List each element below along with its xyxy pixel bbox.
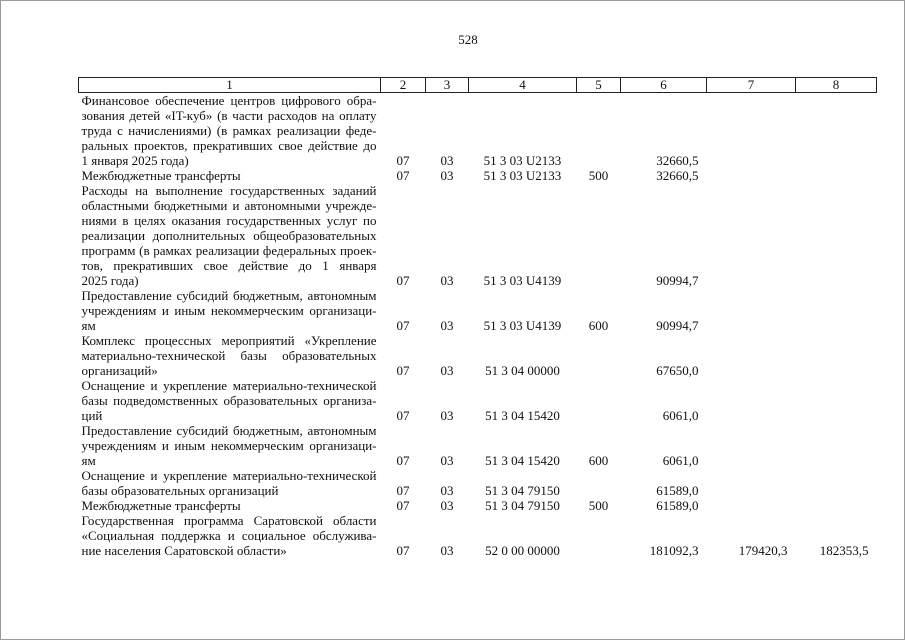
amount-2027 <box>796 378 877 423</box>
table-row <box>79 333 877 378</box>
target-article-code: 51 3 03 U4139 <box>483 318 562 333</box>
description-line: 2025 года) <box>81 273 139 288</box>
description-line: ям <box>81 453 96 468</box>
row-description <box>79 498 381 513</box>
section-code: 07 <box>396 363 410 378</box>
description-line: базы образовательных организаций <box>81 483 279 498</box>
amount-2027 <box>796 498 877 513</box>
expense-type-code: 500 <box>588 498 609 513</box>
expense-type-code: 600 <box>588 453 609 468</box>
description-line: зования детей «IT-куб» (в части расходов на оплату <box>81 108 377 123</box>
amount-2026 <box>707 378 796 423</box>
expense-type-code: 600 <box>588 318 609 333</box>
description-line: Комплекс процессных мероприятий «Укрепление <box>81 333 377 348</box>
section-code: 07 <box>396 168 410 183</box>
description-line: материально-технической базы образовательных <box>81 348 377 363</box>
header-col-6: 6 <box>621 78 707 93</box>
table-row <box>79 168 877 183</box>
description-line: Предоставление субсидий бюджетным, автономным <box>81 423 377 438</box>
table-row <box>79 183 877 288</box>
header-col-3: 3 <box>426 78 469 93</box>
expense-type-code <box>577 378 621 423</box>
description-line: ние населения Саратовской области» <box>81 543 287 558</box>
description-line: Межбюджетные трансферты <box>81 168 241 183</box>
header-col-8: 8 <box>796 78 877 93</box>
amount-2025: 32660,5 <box>656 168 699 183</box>
description-line: Расходы на выполнение государственных заданий <box>81 183 377 198</box>
section-code: 07 <box>396 483 410 498</box>
amount-2025: 90994,7 <box>656 318 699 333</box>
table-row <box>79 378 877 423</box>
section-code: 07 <box>396 408 410 423</box>
header-col-2: 2 <box>381 78 426 93</box>
amount-2026 <box>707 183 796 288</box>
header-col-5: 5 <box>577 78 621 93</box>
description-line: областными бюджетными и автономными учрежде- <box>81 198 377 213</box>
target-article-code: 51 3 04 15420 <box>485 408 560 423</box>
amount-2027 <box>796 93 877 169</box>
row-description <box>79 423 381 468</box>
description-line: Межбюджетные трансферты <box>81 498 241 513</box>
row-description <box>79 288 381 333</box>
section-code: 07 <box>396 273 410 288</box>
budget-table <box>78 77 877 558</box>
amount-2025: 181092,3 <box>649 543 699 558</box>
description-line: программ (в рамках реализации федеральных проек- <box>81 243 377 258</box>
section-code: 07 <box>396 318 410 333</box>
target-article-code: 51 3 04 79150 <box>485 498 560 513</box>
target-article-code: 51 3 03 U4139 <box>483 273 562 288</box>
table-row <box>79 288 877 333</box>
expense-type-code: 500 <box>588 168 609 183</box>
description-line: «Социальная поддержка и социальное обслужива- <box>81 528 377 543</box>
amount-2025: 6061,0 <box>662 408 699 423</box>
section-code: 07 <box>396 453 410 468</box>
description-line: ниями в целях оказания государственных услуг по <box>81 213 377 228</box>
target-article-code: 51 3 03 U2133 <box>483 153 562 168</box>
amount-2026 <box>707 168 796 183</box>
description-line: реализации дополнительных общеобразовательных <box>81 228 377 243</box>
description-line: 1 января 2025 года) <box>81 153 189 168</box>
amount-2027: 182353,5 <box>819 543 869 558</box>
target-article-code: 51 3 04 79150 <box>485 483 560 498</box>
description-line: Государственная программа Саратовской области <box>81 513 377 528</box>
section-code: 07 <box>396 153 410 168</box>
description-line: организаций» <box>81 363 158 378</box>
subsection-code: 03 <box>440 168 454 183</box>
section-code: 07 <box>396 543 410 558</box>
table-row <box>79 498 877 513</box>
expense-type-code <box>577 183 621 288</box>
expense-type-code <box>577 513 621 558</box>
subsection-code: 03 <box>440 408 454 423</box>
amount-2026 <box>707 468 796 498</box>
row-description <box>79 183 381 288</box>
target-article-code: 51 3 03 U2133 <box>483 168 562 183</box>
description-line: тов, прекративших свое действие до 1 января <box>81 258 377 273</box>
table-body <box>79 93 877 559</box>
row-description <box>79 93 381 169</box>
expense-type-code <box>577 93 621 169</box>
row-description <box>79 168 381 183</box>
subsection-code: 03 <box>440 453 454 468</box>
amount-2027 <box>796 468 877 498</box>
subsection-code: 03 <box>440 273 454 288</box>
amount-2026: 179420,3 <box>738 543 788 558</box>
subsection-code: 03 <box>440 153 454 168</box>
expense-type-code <box>577 333 621 378</box>
amount-2025: 61589,0 <box>656 498 699 513</box>
page-number: 528 <box>458 32 478 47</box>
subsection-code: 03 <box>440 543 454 558</box>
description-line: Предоставление субсидий бюджетным, автономным <box>81 288 377 303</box>
table-row <box>79 93 877 169</box>
amount-2027 <box>796 183 877 288</box>
header-col-4: 4 <box>469 78 577 93</box>
row-description <box>79 513 381 558</box>
table-row <box>79 468 877 498</box>
amount-2027 <box>796 168 877 183</box>
amount-2027 <box>796 333 877 378</box>
description-line: учреждениям и иным некоммерческим организаци- <box>81 438 377 453</box>
description-line: базы подведомственных образовательных организа- <box>81 393 377 408</box>
target-article-code: 52 0 00 00000 <box>485 543 560 558</box>
table-row <box>79 513 877 558</box>
description-line: ральных проектов, прекративших свое действие до <box>81 138 377 153</box>
target-article-code: 51 3 04 00000 <box>485 363 560 378</box>
description-line: Оснащение и укрепление материально-технической <box>81 468 377 483</box>
header-row <box>79 78 877 93</box>
subsection-code: 03 <box>440 498 454 513</box>
description-line: Оснащение и укрепление материально-технической <box>81 378 377 393</box>
amount-2027 <box>796 288 877 333</box>
subsection-code: 03 <box>440 318 454 333</box>
amount-2026 <box>707 423 796 468</box>
description-line: труда с начислениями) (в рамках реализации феде- <box>81 123 377 138</box>
amount-2025: 90994,7 <box>656 273 699 288</box>
description-line: Финансовое обеспечение центров цифрового обра- <box>81 93 377 108</box>
amount-2025: 32660,5 <box>656 153 699 168</box>
row-description <box>79 333 381 378</box>
row-description <box>79 468 381 498</box>
amount-2025: 61589,0 <box>656 483 699 498</box>
header-col-7: 7 <box>707 78 796 93</box>
amount-2025: 6061,0 <box>662 453 699 468</box>
description-line: учреждениям и иным некоммерческим организаци- <box>81 303 377 318</box>
section-code: 07 <box>396 498 410 513</box>
amount-2026 <box>707 93 796 169</box>
row-description <box>79 378 381 423</box>
subsection-code: 03 <box>440 483 454 498</box>
amount-2026 <box>707 498 796 513</box>
amount-2026 <box>707 288 796 333</box>
amount-2027 <box>796 423 877 468</box>
header-col-1: 1 <box>79 78 381 93</box>
expense-type-code <box>577 468 621 498</box>
description-line: ям <box>81 318 96 333</box>
target-article-code: 51 3 04 15420 <box>485 453 560 468</box>
description-line: ций <box>81 408 103 423</box>
amount-2026 <box>707 333 796 378</box>
subsection-code: 03 <box>440 363 454 378</box>
table-row <box>79 423 877 468</box>
amount-2025: 67650,0 <box>656 363 699 378</box>
